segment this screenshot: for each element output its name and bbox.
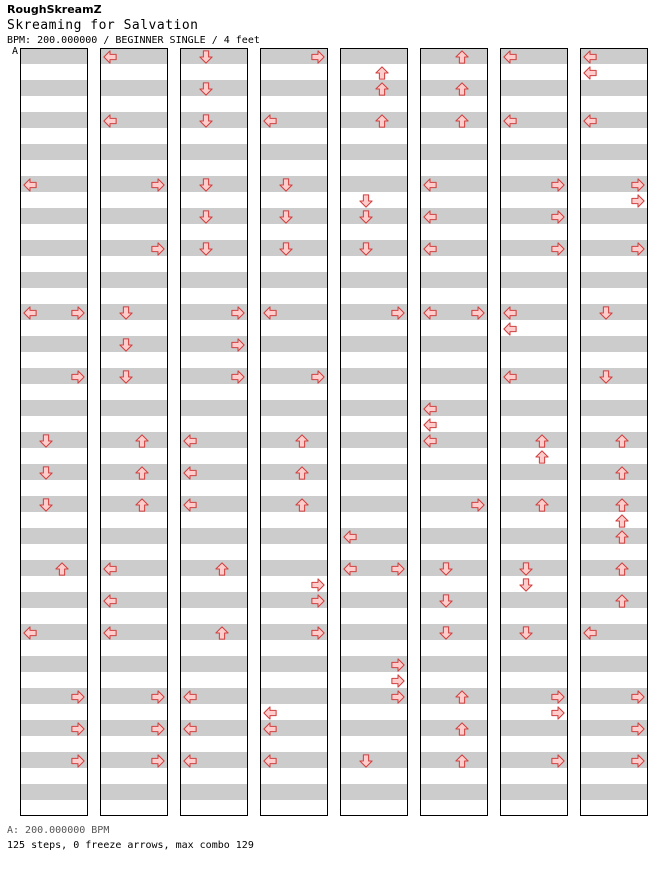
left-arrow-icon — [23, 306, 37, 320]
right-arrow-icon — [551, 178, 565, 192]
up-arrow-icon — [135, 466, 149, 480]
right-arrow-icon — [631, 690, 645, 704]
right-arrow-icon — [231, 338, 245, 352]
right-arrow-icon — [391, 658, 405, 672]
up-arrow-icon — [615, 466, 629, 480]
up-arrow-icon — [615, 594, 629, 608]
right-arrow-icon — [551, 754, 565, 768]
right-arrow-icon — [151, 690, 165, 704]
right-arrow-icon — [551, 690, 565, 704]
up-arrow-icon — [615, 562, 629, 576]
left-arrow-icon — [103, 626, 117, 640]
left-arrow-icon — [423, 434, 437, 448]
down-arrow-icon — [279, 210, 293, 224]
up-arrow-icon — [215, 562, 229, 576]
left-arrow-icon — [503, 50, 517, 64]
down-arrow-icon — [119, 306, 133, 320]
up-arrow-icon — [615, 530, 629, 544]
left-arrow-icon — [263, 114, 277, 128]
down-arrow-icon — [359, 242, 373, 256]
down-arrow-icon — [599, 370, 613, 384]
up-arrow-icon — [455, 82, 469, 96]
left-arrow-icon — [423, 402, 437, 416]
right-arrow-icon — [391, 690, 405, 704]
right-arrow-icon — [551, 242, 565, 256]
down-arrow-icon — [199, 210, 213, 224]
down-arrow-icon — [199, 82, 213, 96]
right-arrow-icon — [311, 594, 325, 608]
left-arrow-icon — [103, 114, 117, 128]
bpm-legend: A: 200.000000 BPM — [7, 825, 110, 836]
down-arrow-icon — [39, 498, 53, 512]
left-arrow-icon — [263, 706, 277, 720]
left-arrow-icon — [183, 722, 197, 736]
up-arrow-icon — [55, 562, 69, 576]
up-arrow-icon — [615, 434, 629, 448]
down-arrow-icon — [279, 242, 293, 256]
left-arrow-icon — [183, 466, 197, 480]
right-arrow-icon — [311, 50, 325, 64]
bpm-marker-label: A — [12, 46, 19, 57]
right-arrow-icon — [71, 690, 85, 704]
right-arrow-icon — [71, 754, 85, 768]
up-arrow-icon — [535, 498, 549, 512]
up-arrow-icon — [535, 450, 549, 464]
up-arrow-icon — [615, 514, 629, 528]
right-arrow-icon — [391, 562, 405, 576]
right-arrow-icon — [311, 578, 325, 592]
left-arrow-icon — [23, 178, 37, 192]
down-arrow-icon — [519, 562, 533, 576]
down-arrow-icon — [119, 338, 133, 352]
left-arrow-icon — [183, 690, 197, 704]
left-arrow-icon — [183, 434, 197, 448]
up-arrow-icon — [615, 498, 629, 512]
left-arrow-icon — [503, 114, 517, 128]
right-arrow-icon — [231, 370, 245, 384]
down-arrow-icon — [359, 754, 373, 768]
down-arrow-icon — [199, 242, 213, 256]
up-arrow-icon — [295, 466, 309, 480]
up-arrow-icon — [295, 434, 309, 448]
down-arrow-icon — [599, 306, 613, 320]
up-arrow-icon — [535, 434, 549, 448]
right-arrow-icon — [151, 754, 165, 768]
left-arrow-icon — [23, 626, 37, 640]
left-arrow-icon — [583, 66, 597, 80]
down-arrow-icon — [439, 626, 453, 640]
left-arrow-icon — [263, 722, 277, 736]
left-arrow-icon — [423, 210, 437, 224]
up-arrow-icon — [375, 82, 389, 96]
up-arrow-icon — [375, 114, 389, 128]
song-title: Skreaming for Salvation — [7, 18, 199, 33]
column-border — [260, 48, 328, 816]
down-arrow-icon — [199, 50, 213, 64]
left-arrow-icon — [583, 114, 597, 128]
left-arrow-icon — [263, 754, 277, 768]
right-arrow-icon — [71, 722, 85, 736]
chart-info: BPM: 200.000000 / BEGINNER SINGLE / 4 feet — [7, 35, 260, 46]
right-arrow-icon — [631, 722, 645, 736]
down-arrow-icon — [39, 434, 53, 448]
right-arrow-icon — [151, 722, 165, 736]
up-arrow-icon — [455, 50, 469, 64]
down-arrow-icon — [279, 178, 293, 192]
down-arrow-icon — [359, 210, 373, 224]
left-arrow-icon — [183, 498, 197, 512]
left-arrow-icon — [423, 418, 437, 432]
right-arrow-icon — [311, 626, 325, 640]
left-arrow-icon — [423, 178, 437, 192]
left-arrow-icon — [503, 322, 517, 336]
up-arrow-icon — [135, 498, 149, 512]
down-arrow-icon — [439, 562, 453, 576]
up-arrow-icon — [295, 498, 309, 512]
left-arrow-icon — [343, 562, 357, 576]
right-arrow-icon — [551, 210, 565, 224]
right-arrow-icon — [151, 242, 165, 256]
right-arrow-icon — [391, 674, 405, 688]
up-arrow-icon — [455, 722, 469, 736]
down-arrow-icon — [519, 626, 533, 640]
right-arrow-icon — [631, 178, 645, 192]
left-arrow-icon — [423, 306, 437, 320]
right-arrow-icon — [71, 370, 85, 384]
right-arrow-icon — [71, 306, 85, 320]
down-arrow-icon — [119, 370, 133, 384]
left-arrow-icon — [503, 306, 517, 320]
left-arrow-icon — [423, 242, 437, 256]
left-arrow-icon — [263, 306, 277, 320]
chart-column — [420, 48, 488, 816]
down-arrow-icon — [199, 114, 213, 128]
right-arrow-icon — [631, 242, 645, 256]
right-arrow-icon — [471, 498, 485, 512]
down-arrow-icon — [439, 594, 453, 608]
down-arrow-icon — [39, 466, 53, 480]
right-arrow-icon — [631, 194, 645, 208]
right-arrow-icon — [151, 178, 165, 192]
right-arrow-icon — [631, 754, 645, 768]
site-name: RoughSkreamZ — [7, 3, 102, 16]
right-arrow-icon — [311, 370, 325, 384]
down-arrow-icon — [359, 194, 373, 208]
left-arrow-icon — [583, 626, 597, 640]
right-arrow-icon — [551, 706, 565, 720]
up-arrow-icon — [455, 114, 469, 128]
left-arrow-icon — [103, 594, 117, 608]
left-arrow-icon — [343, 530, 357, 544]
left-arrow-icon — [503, 370, 517, 384]
up-arrow-icon — [455, 690, 469, 704]
right-arrow-icon — [231, 306, 245, 320]
up-arrow-icon — [215, 626, 229, 640]
left-arrow-icon — [103, 562, 117, 576]
up-arrow-icon — [455, 754, 469, 768]
down-arrow-icon — [519, 578, 533, 592]
right-arrow-icon — [471, 306, 485, 320]
left-arrow-icon — [103, 50, 117, 64]
up-arrow-icon — [375, 66, 389, 80]
up-arrow-icon — [135, 434, 149, 448]
column-border — [420, 48, 488, 816]
step-summary: 125 steps, 0 freeze arrows, max combo 129 — [7, 840, 254, 851]
down-arrow-icon — [199, 178, 213, 192]
left-arrow-icon — [583, 50, 597, 64]
chart-column — [260, 48, 328, 816]
left-arrow-icon — [183, 754, 197, 768]
right-arrow-icon — [391, 306, 405, 320]
